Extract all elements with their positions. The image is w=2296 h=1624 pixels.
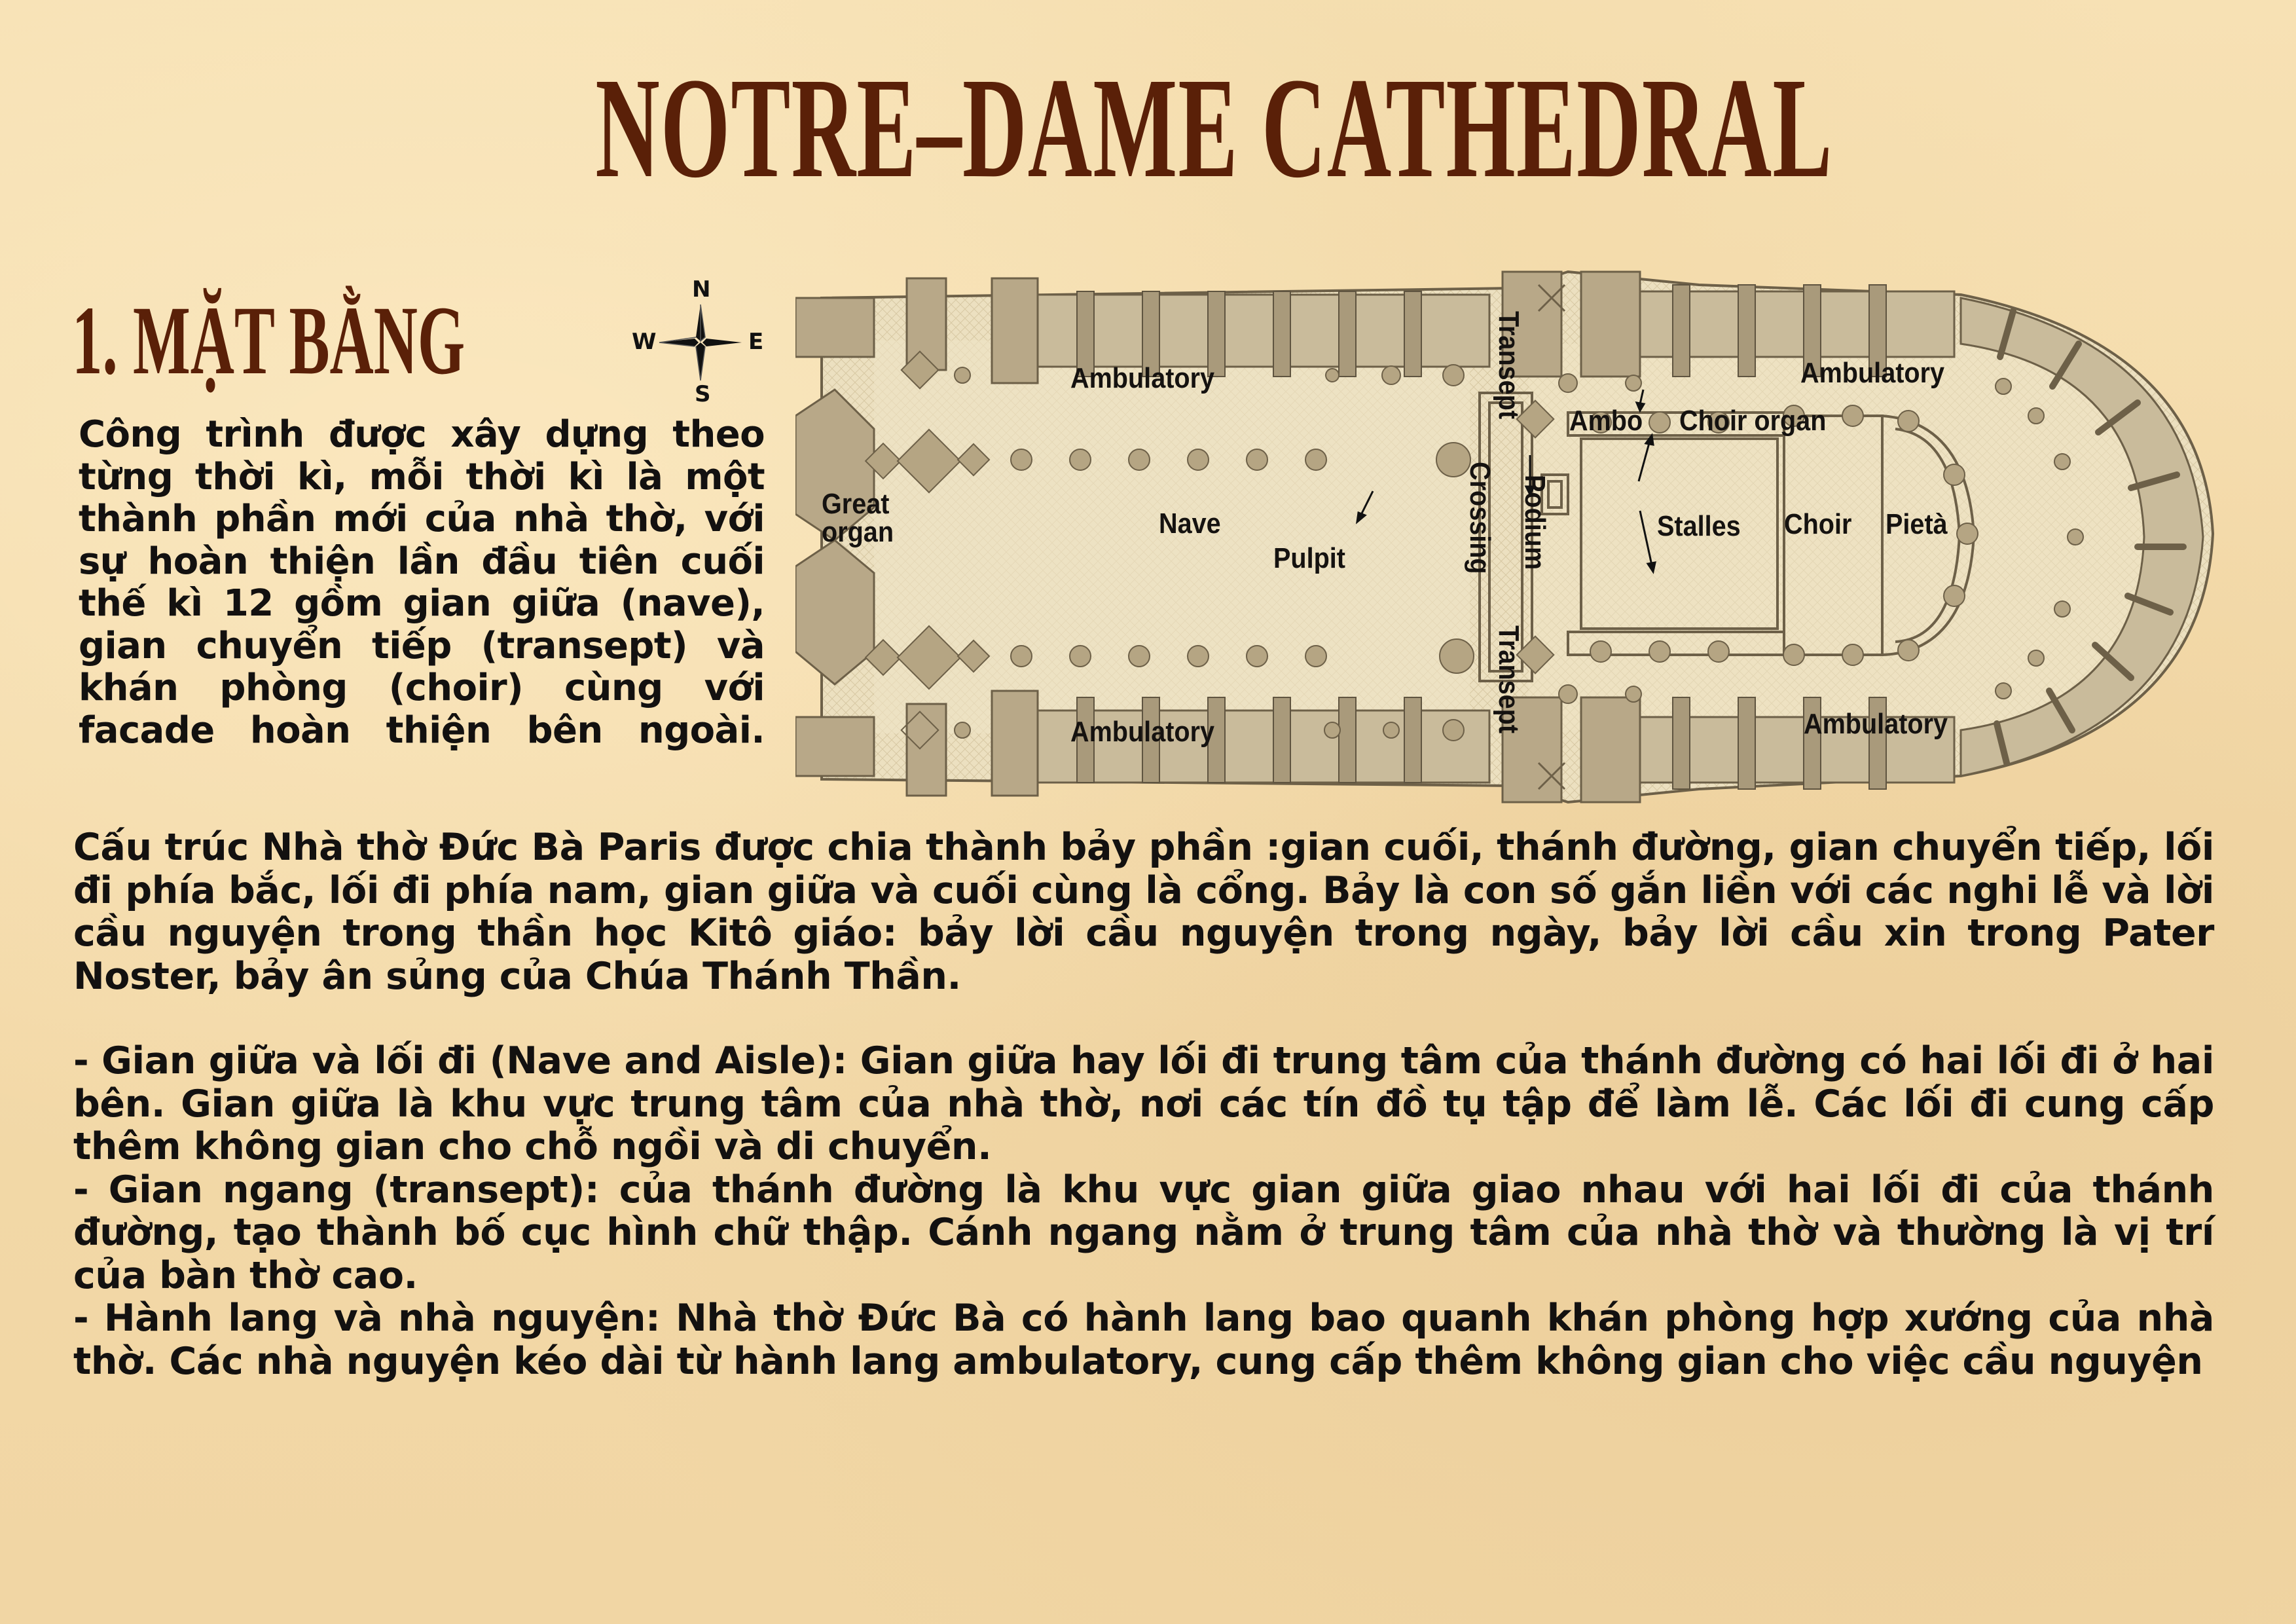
intro-paragraph: Công trình được xây dựng theo từng thời kì, mỗi thời kì là một thành phần mới của nhà thờ, với sự hoàn thiện lần đầu tiên cuối thế kì 12 gồm gian giữa (nave), gian chuyển tiếp (transept) và khán phòng (choir) cùng với facade hoàn thiện bên ngoài. [79, 413, 765, 752]
label-stalles: Stalles [1657, 510, 1741, 542]
compass-star-icon [658, 303, 743, 382]
bullet-nave-aisle: - Gian giữa và lối đi (Nave and Aisle): Gian giữa hay lối đi trung tâm của thánh đường có hai lối đi ở hai bên. Gian giữa là khu vực trung tâm của nhà thờ, nơi các tín đồ tụ tập để làm lễ. Các lối đi cung cấp thêm không gian cho chỗ ngồi và di chuyển. [73, 1039, 2214, 1168]
label-choir: Choir [1784, 508, 1852, 540]
label-transept-north: Transept [1493, 311, 1525, 420]
compass-north-label: N [692, 276, 711, 303]
label-ambulatory-nw: Ambulatory [1070, 362, 1215, 394]
bullet-ambulatory-chapels: - Hành lang và nhà nguyện: Nhà thờ Đức Bà có hành lang bao quanh khán phòng hợp xướng của nhà thờ. Các nhà nguyện kéo dài từ hành lang ambulatory, cung cấp thêm không gian cho việc cầu nguyện [73, 1297, 2214, 1383]
label-ambulatory-se: Ambulatory [1804, 708, 1948, 740]
compass-south-label: S [695, 381, 711, 407]
label-great-organ-line2: organ [822, 516, 894, 548]
label-pieta: Pietà [1886, 508, 1948, 540]
label-ambo: Ambo [1569, 405, 1643, 437]
label-pulpit: Pulpit [1273, 542, 1345, 574]
label-transept-south: Transept [1493, 625, 1525, 734]
floor-plan-diagram [795, 259, 2226, 815]
compass-west-label: W [632, 329, 657, 355]
label-crossing: Crossing [1464, 462, 1496, 574]
label-choir-organ: Choir organ [1679, 405, 1827, 437]
title-banner [216, 48, 2010, 208]
bullet-transept: - Gian ngang (transept): của thánh đường là khu vực gian giữa giao nhau với hai lối đi của thánh đường, tạo thành bố cục hình chữ thập. Cánh ngang nằm ở trung tâm của nhà thờ và thường là vị trí của bàn thờ cao. [73, 1168, 2214, 1297]
compass-east-label: E [748, 329, 764, 355]
label-ambulatory-sw: Ambulatory [1070, 716, 1215, 748]
body-paragraph: Cấu trúc Nhà thờ Đức Bà Paris được chia thành bảy phần :gian cuối, thánh đường, gian chuyển tiếp, lối đi phía bắc, lối đi phía nam, gian giữa và cuối cùng là cổng. Bảy là con số gắn liền với các nghi lễ và lời cầu nguyện trong thần học Kitô giáo: bảy lời cầu nguyện trong ngày, bảy lời cầu xin trong Pater Noster, bảy ân sủng của Chúa Thánh Thần. [73, 826, 2214, 998]
label-ambulatory-ne: Ambulatory [1800, 357, 1945, 389]
section-heading: 1. MẶT BẰNG [72, 286, 465, 395]
compass-rose-icon [632, 278, 769, 406]
label-nave: Nave [1159, 507, 1221, 540]
page-title: NOTRE–DAME CATHEDRAL [595, 48, 1833, 208]
bullet-list [73, 1040, 2214, 1383]
label-podium: Podium [1519, 475, 1551, 570]
label-great-organ-line1: Great [822, 488, 890, 520]
